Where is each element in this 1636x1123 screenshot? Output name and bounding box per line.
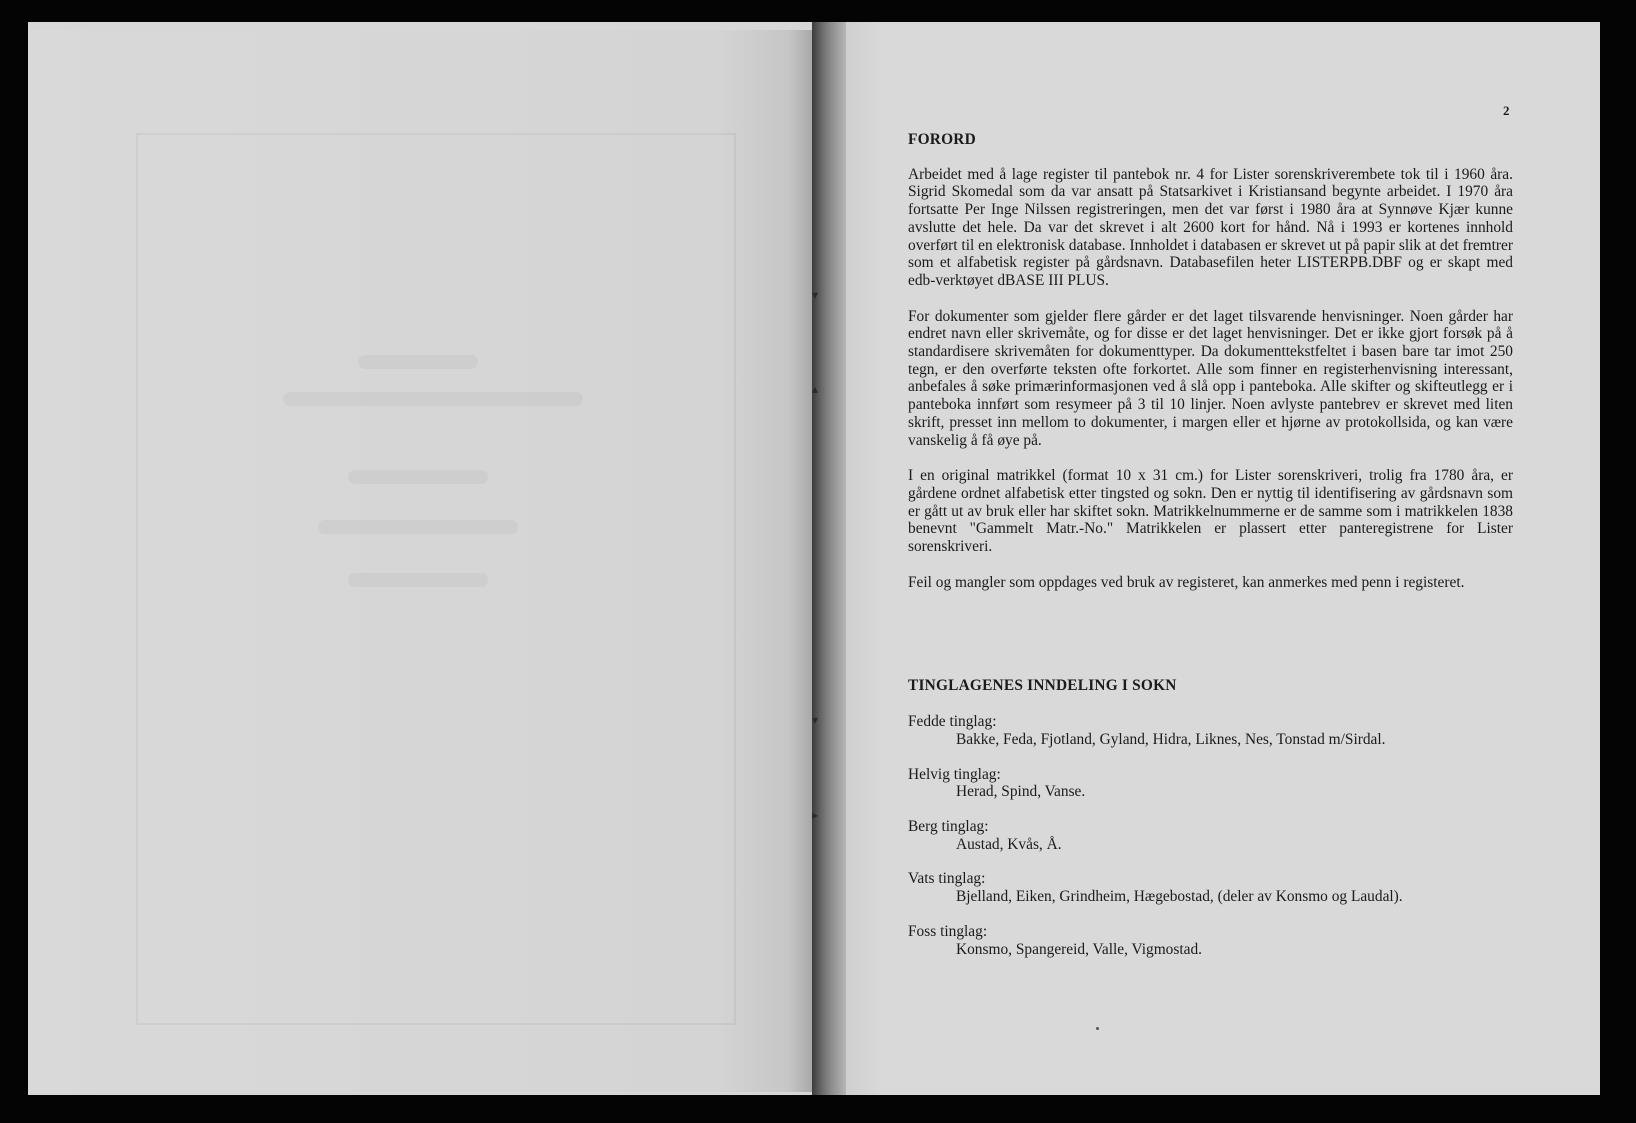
book-gutter (812, 22, 846, 1095)
gutter-mark: ▾ (812, 288, 819, 302)
forord-paragraph: Feil og mangler som oppdages ved bruk av registeret, kan anmerkes med penn i registeret. (908, 573, 1465, 591)
speck (1096, 1027, 1099, 1030)
district-name: Vats tinglag: (908, 870, 986, 888)
forord-paragraph: Arbeidet med å lage register til pantebok nr. 4 for Lister sorenskriverembete tok til i 1960 åra. Sigrid Skomedal som da var ansatt på Statsarkivet i Kristiansand begynte arbeidet. I 1970 åra fortsatte Per Inge Nilssen registreringen, men det var først i 1980 åra at Synnøve Kjær kunne avslutte det hele. Da var det skrevet i alt 2600 kort for hånd. Nå i 1993 er kortenes innhold overført til en elektronisk database. Innholdet i databasen er skrevet ut på papir slik at det fremtrer som et alfabetisk register på gårdsnavn. Databasefilen heter LISTERPB.DBF og er skapt med edb-verktøyet dBASE III PLUS. (908, 165, 1513, 289)
page-content (908, 131, 1513, 975)
district-parishes: Konsmo, Spangereid, Valle, Vigmostad. (956, 940, 1203, 958)
bleed-through-line (283, 392, 583, 406)
district-name: Fedde tinglag: (908, 713, 997, 731)
inndeling-heading: TINGLAGENES INNDELING I SOKN (908, 677, 1177, 695)
district-name: Berg tinglag: (908, 817, 989, 835)
forord-paragraph: For dokumenter som gjelder flere gårder er det laget tilsvarende henvisninger. Noen gårder har endret navn eller skrivemåte, og for disse er det laget henvisninger. Det er ikke gjort forsøk på å standardisere skrivemåten for dokumenttyper. Da dokumenttekstfeltet i basen bare tar imot 250 tegn, er den overførte teksten ofte forkortet. Alle som finner en registerhenvisning interessant, anbefales å søke primærinformasjonen ved å slå opp i panteboka. Alle skifter og skifteutlegg er i panteboka innført som resymeer på 3 til 10 linjer. Noen avlyste pantebrev er skrevet med liten skrift, presset inn mellom to dokumenter, i margen eller et hjørne av protokollsida, og kan være vanskelig å få øye på. (908, 307, 1513, 449)
forord-paragraph: I en original matrikkel (format 10 x 31 cm.) for Lister sorenskriveri, trolig fra 1780 åra, er gårdene ordnet alfabetisk etter tingsted og sokn. Den er nyttig til identifisering av gårdsnavn som er gått ut av bruk eller har skiftet sokn. Matrikkelnummerne er de samme som i matrikkelen 1838 benevnt "Gammelt Matr.-No." Matrikkelen er plassert etter panteregistrene for Lister sorenskriveri. (908, 467, 1513, 556)
bleed-through-line (318, 520, 518, 534)
district-entry (908, 766, 1513, 801)
bleed-through-line (348, 470, 488, 484)
district-name: Foss tinglag: (908, 922, 988, 940)
district-entry (908, 870, 1513, 905)
district-parishes: Bakke, Feda, Fjotland, Gyland, Hidra, Liknes, Nes, Tonstad m/Sirdal. (956, 730, 1386, 748)
gutter-mark: ▾ (812, 713, 819, 727)
district-parishes: Herad, Spind, Vanse. (956, 783, 1086, 801)
section-spacer (908, 609, 1513, 677)
district-entry (908, 713, 1513, 748)
forord-heading: FORORD (908, 131, 976, 148)
district-name: Helvig tinglag: (908, 765, 1001, 783)
bleed-through-line (348, 573, 488, 587)
district-entry (908, 818, 1513, 853)
gutter-mark: ▴ (812, 382, 819, 396)
district-parishes: Austad, Kvås, Å. (956, 835, 1062, 853)
district-parishes: Bjelland, Eiken, Grindheim, Hægebostad, (deler av Konsmo og Laudal). (956, 888, 1403, 906)
page-number: 2 (1503, 103, 1510, 118)
bleed-through-line (358, 355, 478, 369)
left-page-blank (28, 30, 812, 1092)
district-entry (908, 923, 1513, 958)
gutter-mark: ▸ (812, 808, 819, 822)
